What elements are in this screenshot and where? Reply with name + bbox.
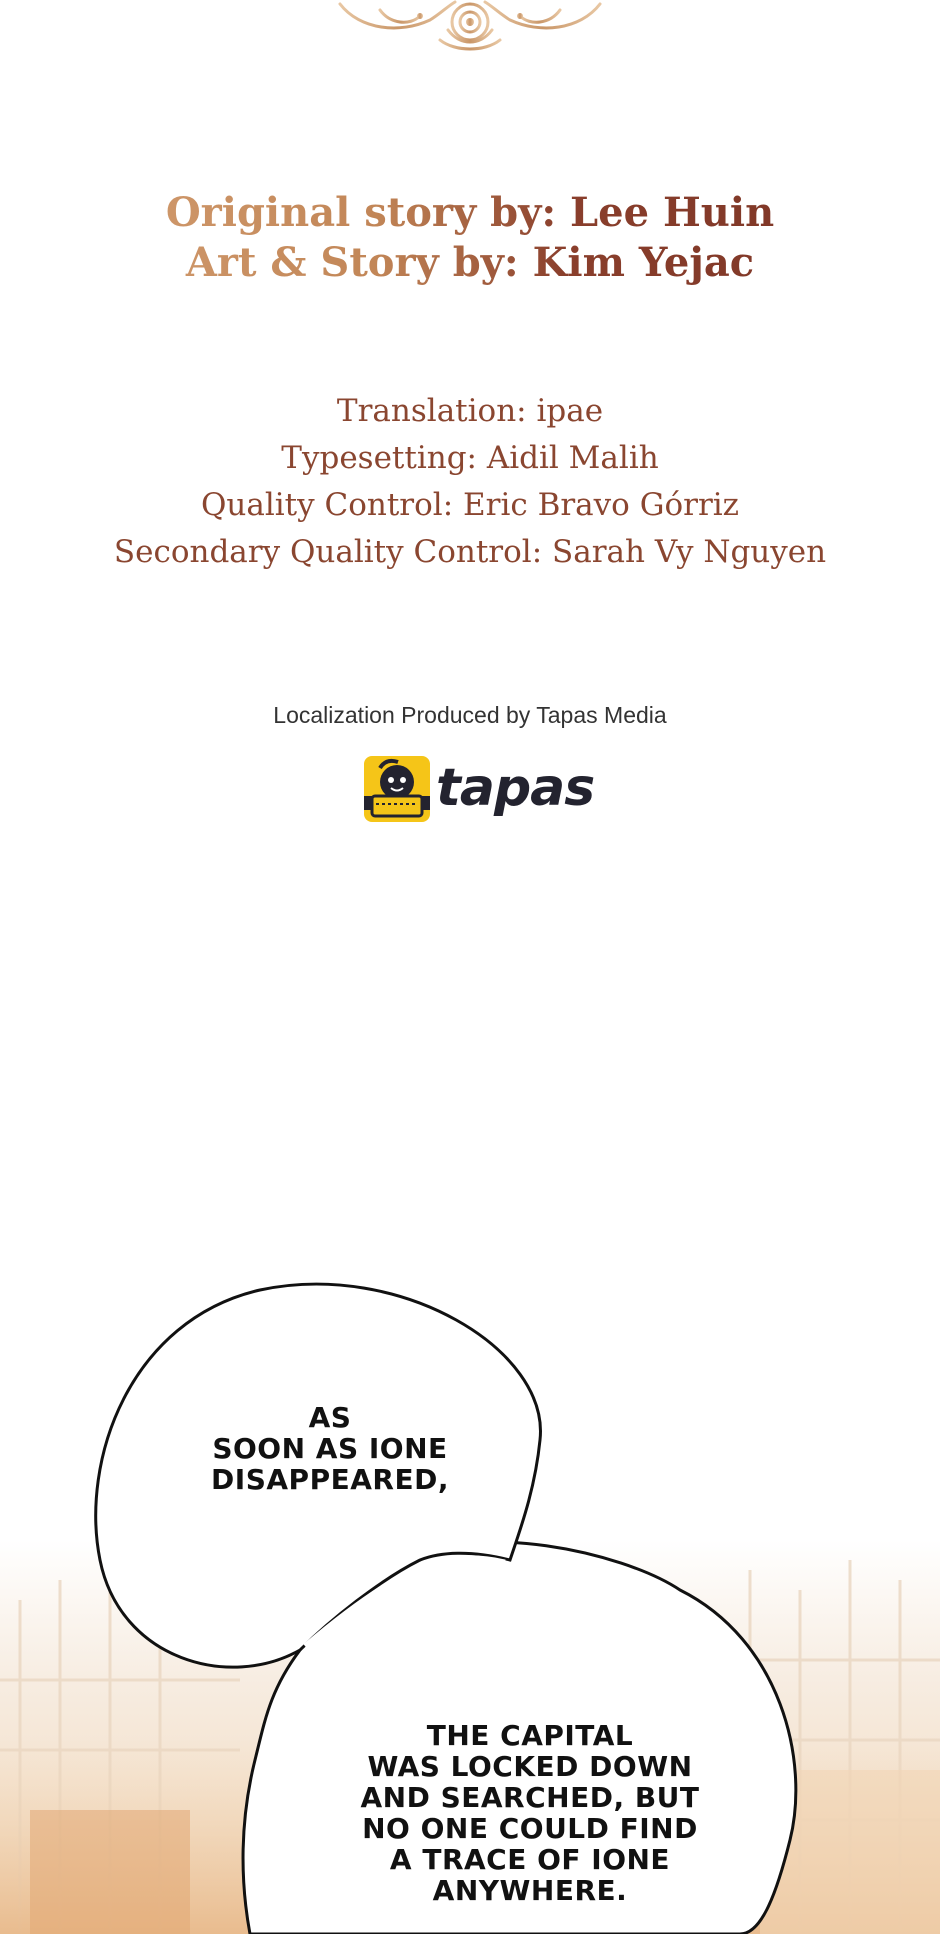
typesetting-credit: Typesetting: Aidil Malih [281,440,659,476]
localization-credit: Localization Produced by Tapas Media [273,702,667,728]
bubble-line: DISAPPEARED, [211,1463,449,1496]
tapas-mascot-icon [364,756,430,822]
bubble-text-second [330,1720,730,1906]
main-credits [0,188,940,288]
bubble-line: A TRACE OF IONE [389,1843,671,1876]
tapas-wordmark: tapas [436,758,595,818]
bubble-line: NO ONE COULD FIND [362,1812,698,1845]
bubble-text-first [180,1402,480,1495]
team-credits [0,388,940,576]
bubble-line: AND SEARCHED, BUT [360,1781,700,1814]
quality-control-credit: Quality Control: Eric Bravo Górriz [200,487,740,523]
bubble-line: ANYWHERE. [432,1874,628,1907]
translation-credit: Translation: ipae [336,393,604,429]
secondary-quality-control-credit: Secondary Quality Control: Sarah Vy Nguyen [113,534,827,570]
bubble-line: THE CAPITAL [426,1719,634,1752]
ornament-flourish-icon [320,0,620,60]
art-story-credit: Art & Story by: Kim Yejac [185,239,755,286]
bubble-line: AS [308,1401,352,1434]
original-story-credit: Original story by: Lee Huin [165,189,775,236]
tapas-logo [364,756,595,826]
bubble-line: WAS LOCKED DOWN [367,1750,693,1783]
bubble-line: SOON AS IONE [212,1432,448,1465]
